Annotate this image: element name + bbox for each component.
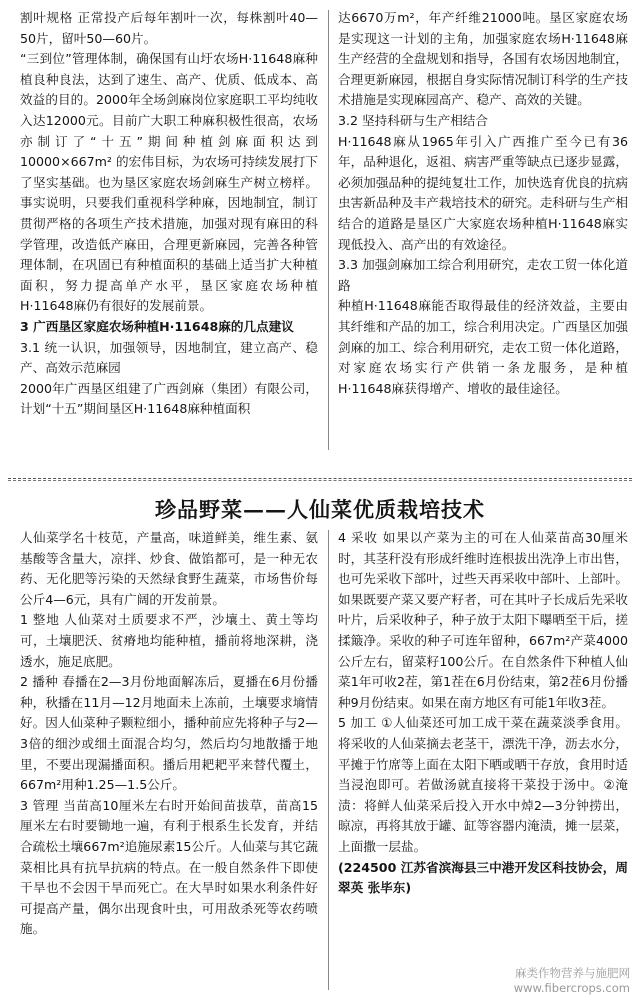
article2-title: 珍品野菜——人仙菜优质栽培技术 [155, 497, 485, 522]
article1-column-left [20, 8, 318, 458]
column-divider [328, 10, 329, 450]
paragraph: 割叶规格 正常投产后每年割叶一次，每株割叶40—50片，留叶50—60片。 [20, 10, 318, 46]
paragraph: “三到位”管理体制，确保国有山圩农场H·11648麻种植良种良法，达到了速生、高产、优质、低成本、高效益的目的。2000年全场剑麻岗位家庭职工平均纯收入达12000元。目前广大职工种麻积极性很高，农场亦制订了“十五”期间种植剑麻面积达到10000×667m² 的宏伟目标，为农场可持续发展打下了坚实基础。也为垦区家庭农场剑麻生产树立榜样。事实说明，只要我们重视科学种麻，因地制宜，制订贯彻严格的各项生产技术措施，加强对现有麻田的科学管理，改造低产麻田，合理更新麻园，完善各种管理体制，在巩固已有种植面积的基础上适当扩大种植面积，努力提高单产水平，垦区家庭农场种植H·11648麻仍有很好的发展前景。 [20, 51, 318, 314]
paragraph: 2000年广西垦区组建了广西剑麻（集团）有限公司，计划“十五”期间垦区H·11648麻种植面积 [20, 380, 318, 417]
paragraph: 3.1 统一认识，加强领导，因地制宜，建立高产、稳产、高效示范麻园 [20, 339, 318, 376]
author-line: (224500 江苏省滨海县三中港开发区科技协会，周翠英 张毕东) [338, 859, 628, 896]
paragraph: 1 整地 人仙菜对土质要求不严，沙壤土、黄土等均可，土壤肥沃、贫瘠地均能种植，播前将地深耕，浇透水，施足底肥。 [20, 612, 318, 669]
watermark-line: 麻类作物营养与施肥网 [515, 966, 630, 980]
paragraph: 达6670万m²，年产纤维21000吨。垦区家庭农场是实现这一计划的主角，加强家庭农场H·11648麻生产经营的全盘规划和指导，各国有农场因地制宜，合理更新麻园，根据自身实际情况制订科学的生产技术措施是实现麻园高产、稳产、高效的关键。 [338, 10, 628, 108]
paragraph: 2 播种 春播在2—3月份地面解冻后，夏播在6月份播种，秋播在11月—12月地面未上冻前，土壤要求墒情好。因人仙菜种子颗粒细小，播种前应先将种子与2—3倍的细沙或细土面混合均匀，然后均匀地散播于地里，不要出现漏播面积。播后用耙耙平来替代覆土，667m²用种1.25—1.5公斤。 [20, 674, 318, 793]
paragraph: 3.2 坚持科研与生产相结合 [338, 112, 488, 128]
paragraph: 3 管理 当苗高10厘米左右时开始间苗拔草，苗高15厘米左右时要锄地一遍，有利于根系生长发育，并结合疏松土壤667m²追施尿素15公斤。人仙菜与其它蔬菜相比具有抗旱抗病的特点。在一般自然条件下即使干旱也不会因干旱而死亡。在大旱时如果水利条件好可提高产量，偶尔出现食叶虫，可用敌杀死等农药喷施。 [20, 797, 318, 937]
paragraph: 4 采收 如果以产菜为主的可在人仙菜苗高30厘米时，其茎秆没有形成纤维时连根拔出洗净上市出售，也可先采收下部叶，过些天再采收中部叶、上部叶。如果既要产菜又要产籽者，可在其叶子长成后先采收叶片，后采收种子，种子放于太阳下曝晒至干后，搓揉簸净。采收的种子可连年留种，667m²产菜4000公斤左右，留菜籽100公斤。在自然条件下种植人仙菜1年可收2茬，第1茬在6月份结束，第2茬6月份播种9月份结束。如果在南方地区有可能1年收3茬。 [338, 530, 628, 710]
article2-column-right [338, 528, 628, 948]
paragraph: 5 加工 ①人仙菜还可加工成干菜在蔬菜淡季食用。将采收的人仙菜摘去老茎干，漂洗干净，沥去水分，平摊于竹席等上面在太阳下晒或晒干存放，食用时适当浸泡即可。若做汤就直接将干菜投于汤中。②淹渍：将鲜人仙菜采后投入开水中焯2—3分钟捞出，晾凉，再将其放于罐、缸等容器内淹渍，摊一层菜，上面撒一层盐。 [338, 715, 628, 854]
article1-column-right [338, 8, 628, 448]
paragraph: 人仙菜学名十枝苋，产量高，味道鲜美，维生素、氨基酸等含量大，凉拌、炒食、做馅都可，是一种无农药、无化肥等污染的天然绿食野生蔬菜，市场售价每公斤4—6元，具有广阔的开发前景。 [20, 530, 318, 607]
article-separator [8, 478, 632, 479]
paragraph: H·11648麻从1965年引入广西推广至今已有36年，品种退化，返祖、病害严重等缺点已逐步显露，必须加强品种的提纯复壮工作，加快选育优良的抗病虫害新品种及丰产栽培技术的研究。走科研与生产相结合的道路是垦区广大家庭农场种植H·11648麻实现低投入、高产出的有效途径。 [338, 133, 628, 252]
section-heading: 3 广西垦区家庭农场种植H·11648麻的几点建议 [20, 318, 294, 334]
watermark-url: www.fibercrops.com [513, 981, 630, 995]
paragraph: 种植H·11648麻能否取得最佳的经济效益，主要由其纤维和产品的加工，综合利用决定。广西垦区加强剑麻的加工、综合利用研究，走农工贸一体化道路，对家庭农场实行产供销一条龙服务，是种植H·11648麻获得增产、增收的最佳途径。 [338, 298, 628, 396]
article2-right-body [338, 528, 628, 858]
paragraph: 3.3 加强剑麻加工综合利用研究，走农工贸一体化道路 [338, 257, 628, 293]
watermark [514, 966, 630, 996]
column-divider [328, 530, 329, 990]
article2-column-left [20, 528, 318, 990]
article-separator-inner [8, 480, 632, 481]
